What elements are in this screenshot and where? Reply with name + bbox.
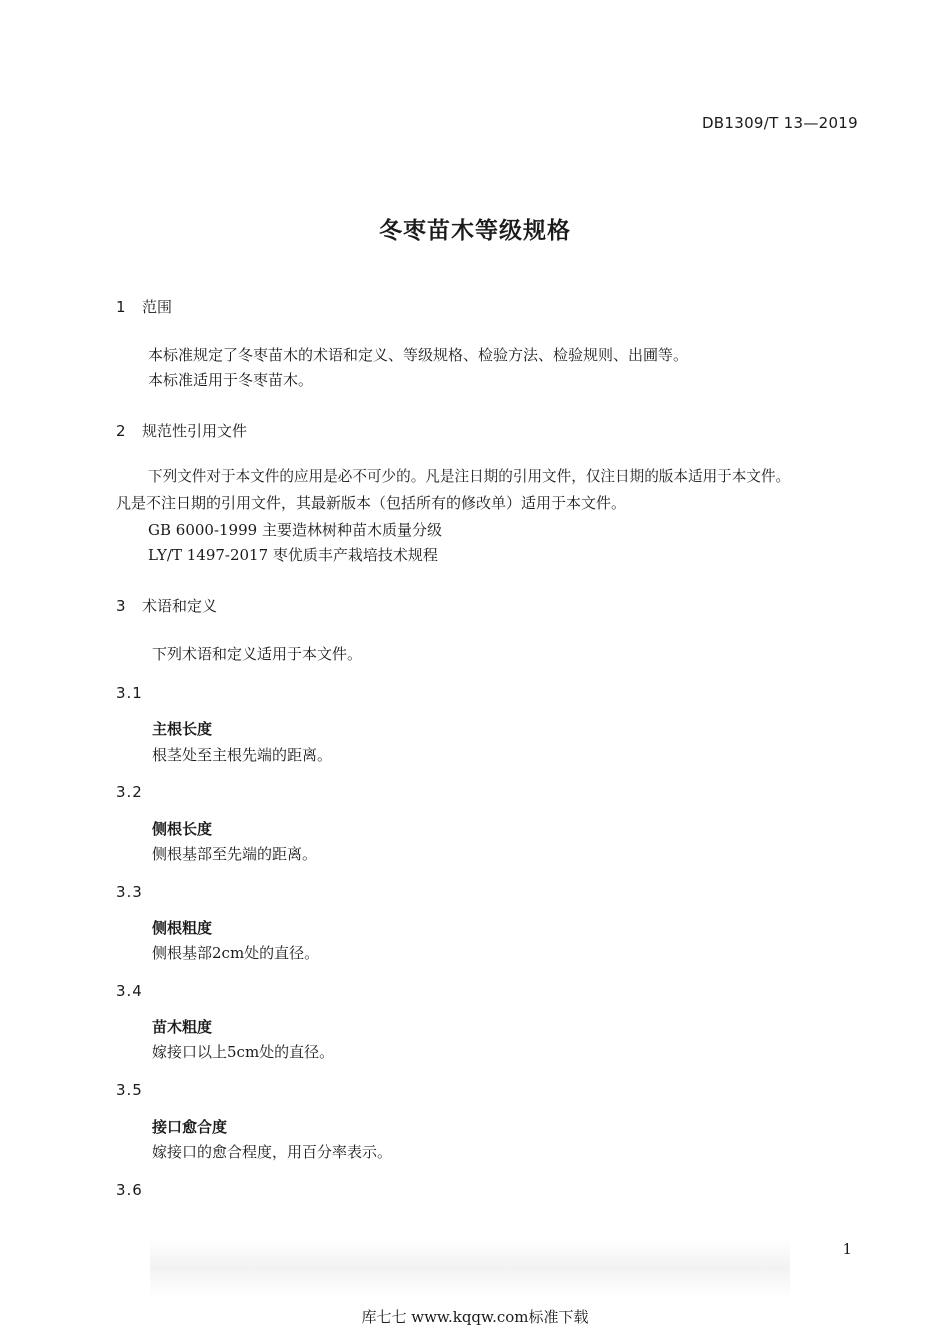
- section-heading-references: [116, 420, 247, 441]
- term-title: 接口愈合度: [152, 1118, 228, 1136]
- section-title: 规范性引用文件: [142, 422, 248, 440]
- term-definition: 嫁接口的愈合程度，用百分率表示。: [152, 1143, 393, 1161]
- scope-paragraph: 本标准规定了冬枣苗木的术语和定义、等级规格、检验方法、检验规则、出圃等。: [148, 346, 689, 364]
- clause-number: 3.5: [116, 1081, 143, 1099]
- clause-number: 3.3: [116, 883, 143, 901]
- clause-number: 3.2: [116, 783, 143, 801]
- section-number: 2: [116, 422, 126, 440]
- clause-number: 3.1: [116, 684, 143, 702]
- footer-watermark: 库七七 www.kqqw.com标准下载: [361, 1308, 589, 1326]
- term-title: 侧根长度: [152, 820, 213, 838]
- scope-paragraph: 本标准适用于冬枣苗木。: [148, 371, 314, 389]
- section-title: 术语和定义: [142, 597, 218, 615]
- document-code: DB1309/T 13—2019: [701, 114, 858, 132]
- section-number: 1: [116, 298, 126, 316]
- references-intro: 下列文件对于本文件的应用是必不可少的。凡是注日期的引用文件，仅注日期的版本适用于本文件。: [148, 468, 791, 485]
- term-title: 主根长度: [152, 720, 213, 738]
- term-title: 苗木粗度: [152, 1018, 213, 1036]
- references-intro-continued: 凡是不注日期的引用文件，其最新版本（包括所有的修改单）适用于本文件。: [116, 494, 627, 512]
- section-heading-scope: [116, 296, 172, 317]
- clause-number: 3.6: [116, 1181, 143, 1199]
- term-definition: 侧根基部2cm处的直径。: [152, 944, 320, 962]
- section-number: 3: [116, 597, 126, 615]
- section-heading-terms: [116, 595, 217, 616]
- term-definition: 嫁接口以上5cm处的直径。: [152, 1043, 335, 1061]
- page-number: 1: [842, 1240, 852, 1258]
- section-title: 范围: [142, 298, 173, 316]
- term-definition: 根茎处至主根先端的距离。: [152, 746, 333, 764]
- term-definition: 侧根基部至先端的距离。: [152, 845, 318, 863]
- reference-item: LY/T 1497-2017 枣优质丰产栽培技术规程: [148, 546, 438, 564]
- terms-intro: 下列术语和定义适用于本文件。: [152, 645, 363, 663]
- term-title: 侧根粗度: [152, 919, 213, 937]
- document-title: 冬枣苗木等级规格: [379, 218, 571, 244]
- scan-shadow: [150, 1238, 790, 1298]
- clause-number: 3.4: [116, 982, 143, 1000]
- reference-item: GB 6000-1999 主要造林树种苗木质量分级: [148, 521, 442, 539]
